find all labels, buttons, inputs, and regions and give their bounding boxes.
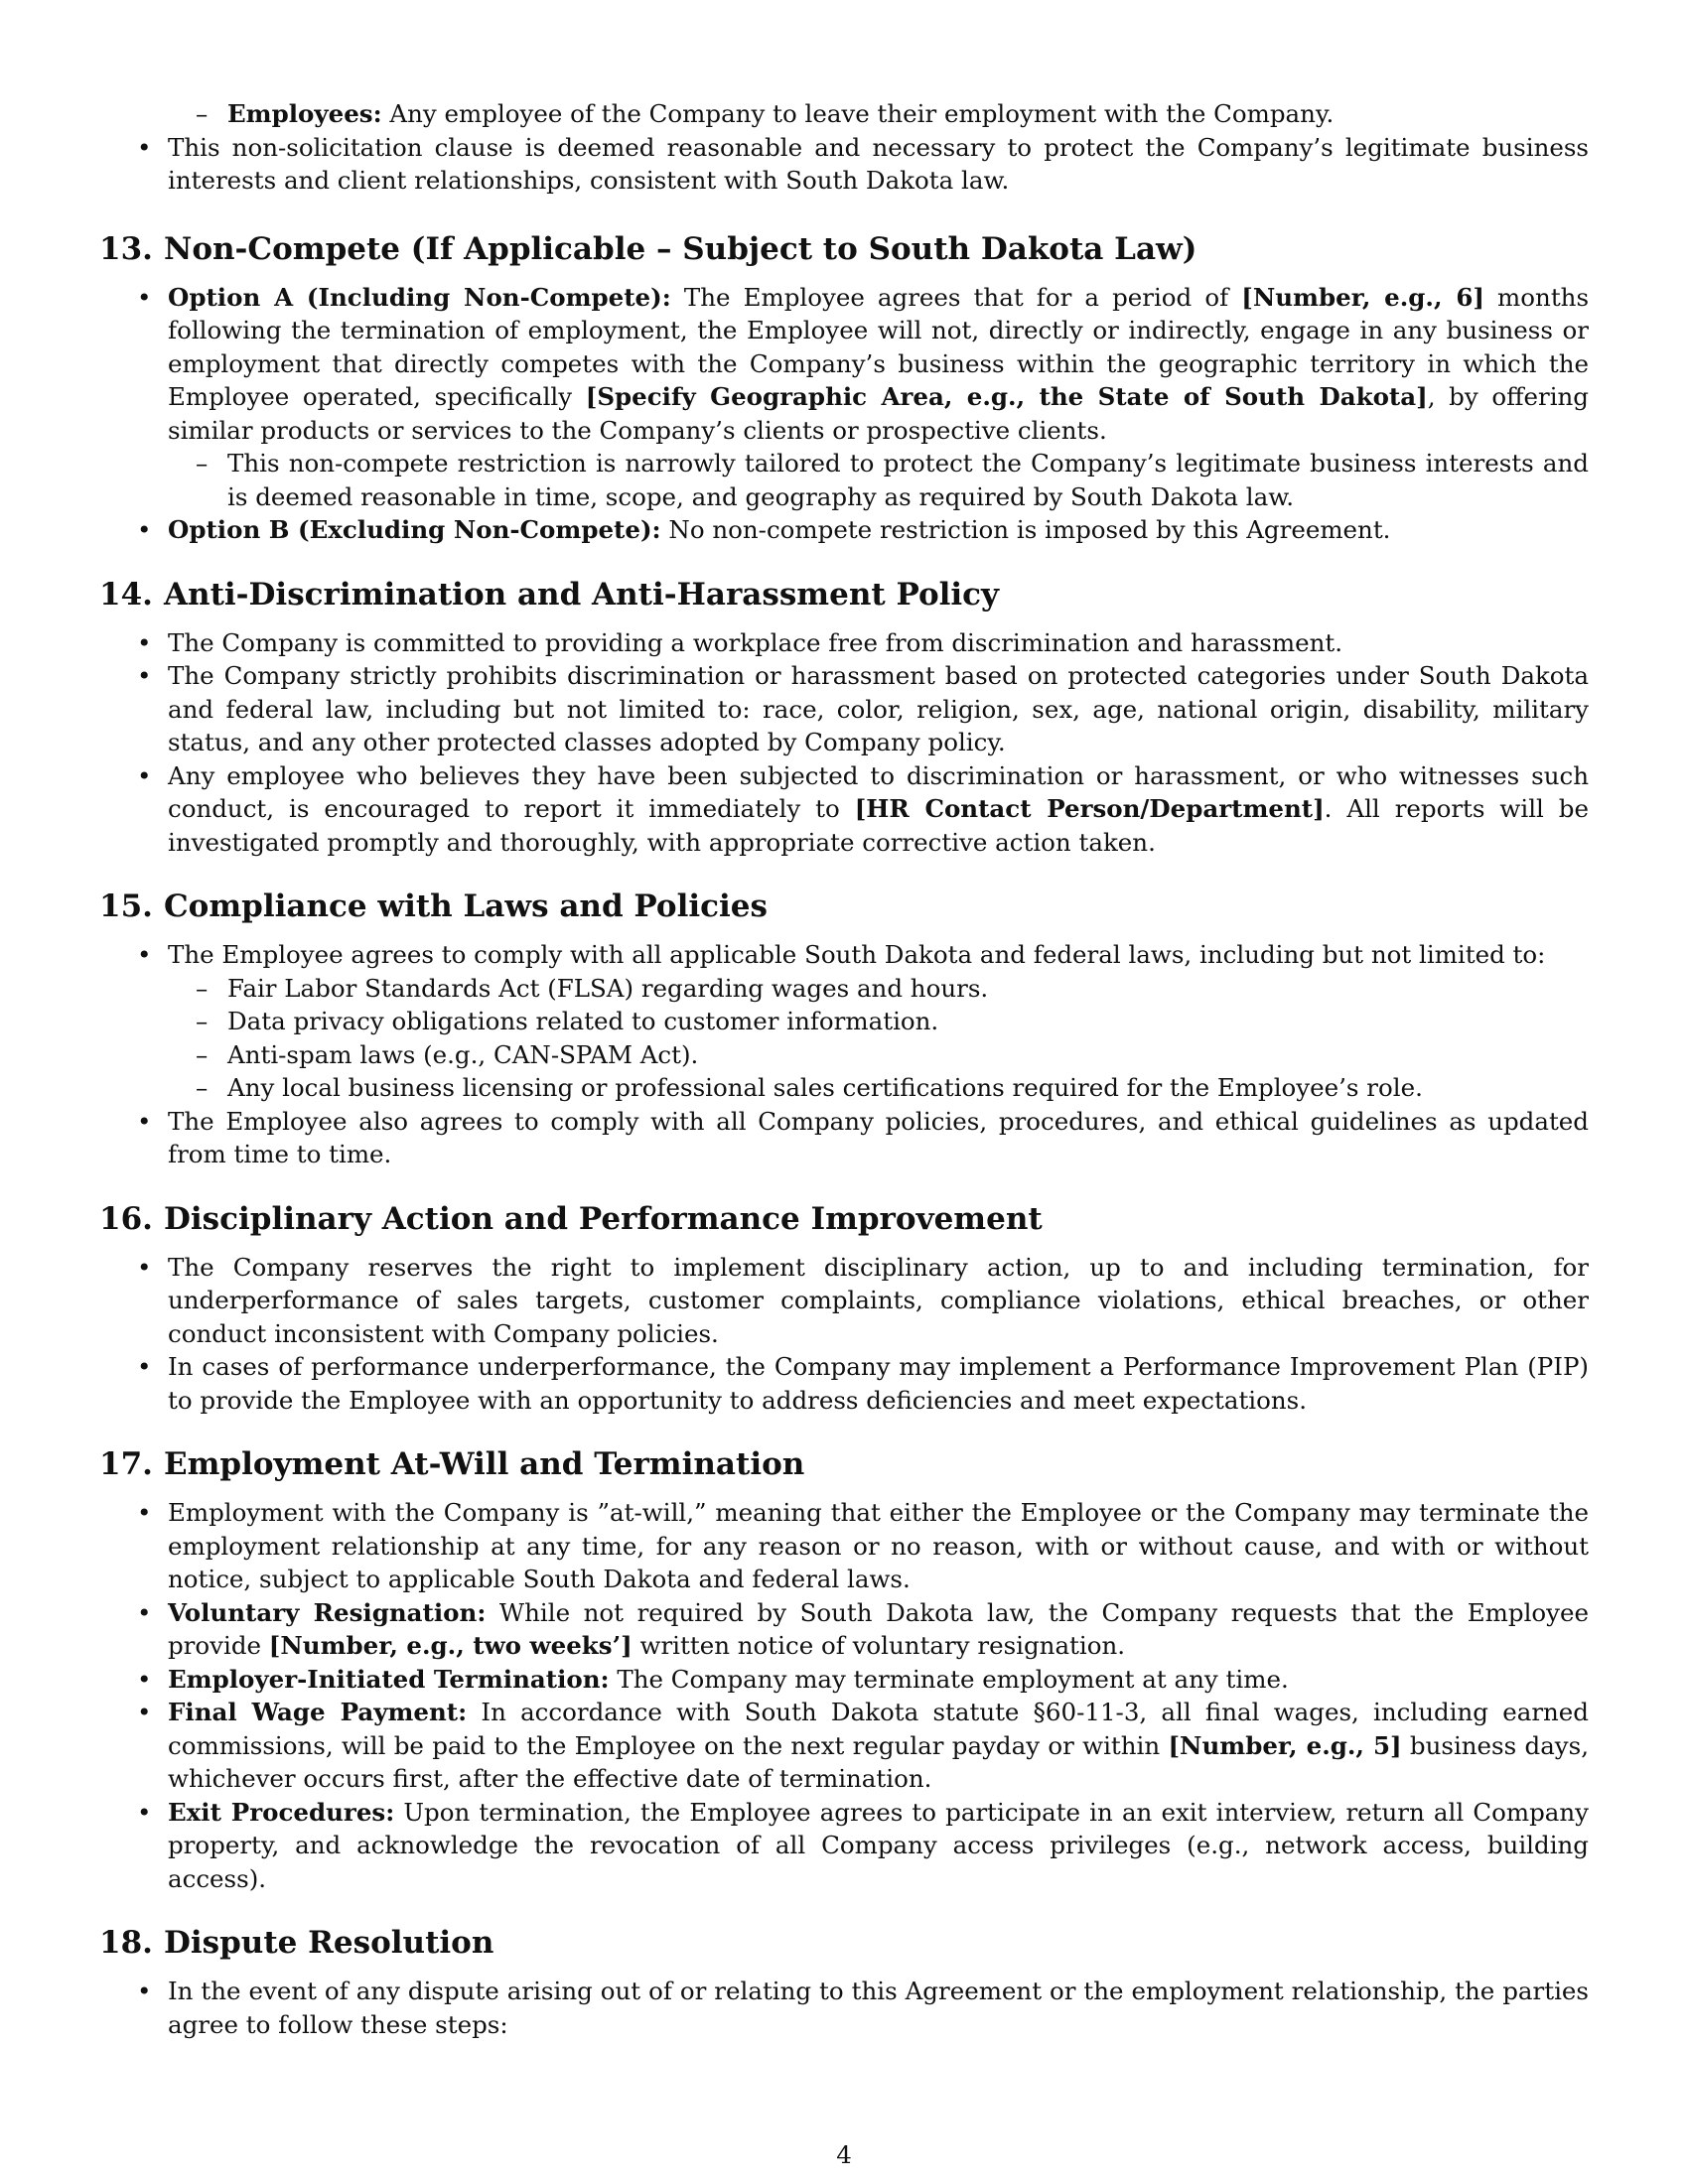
item-text: Employment with the Company is ”at-will,” meaning that either the Employee or the Company may terminate the employment relationship at any time, for any reason or no reason, with or without cause, and with or without notice, subject to applicable South Dakota and federal laws. xyxy=(168,1498,1589,1593)
item-text: Upon termination, the Employee agrees to participate in an exit interview, return all Company property, and acknowledge the revocation of all Company access privileges (e.g., network access, building access). xyxy=(168,1797,1589,1893)
bullet-marker: • xyxy=(137,1597,152,1627)
bullet-marker: • xyxy=(137,132,152,162)
section-number: 18. xyxy=(99,1925,153,1961)
list-item-option-b xyxy=(99,513,1589,547)
item-text: months following the termination of employment, the Employee will not, directly or indirectly, engage in any business or employment that directly competes with the Company’s business within the geographic territory in which the Employee operated, specifically xyxy=(168,282,1590,411)
item-text: Data privacy obligations related to customer information. xyxy=(227,1007,939,1035)
page-content xyxy=(99,97,1589,2041)
item-text: This non-compete restriction is narrowly tailored to protect the Company’s legitimate business interests and is deemed reasonable in time, scope, and geography as required by South Dakota law. xyxy=(227,449,1589,511)
item-text: The Employee agrees that for a period of xyxy=(670,282,1242,312)
bullet-marker: • xyxy=(137,1698,152,1726)
bullet-marker: • xyxy=(137,760,152,790)
section-number: 13. xyxy=(99,230,153,267)
placeholder-field: [Number, e.g., 6] xyxy=(1241,282,1484,312)
item-text: The Employee agrees to comply with all applicable South Dakota and federal laws, including but not limited to: xyxy=(168,940,1546,969)
item-text: This non-solicitation clause is deemed reasonable and necessary to protect the Company’s legitimate business interests and client relationships, consistent with South Dakota law. xyxy=(168,132,1589,195)
list-item xyxy=(99,1496,1589,1596)
page-number: 4 xyxy=(836,2140,852,2169)
term-label: Final Wage Payment: xyxy=(168,1698,468,1726)
bullet-marker: • xyxy=(137,661,152,690)
list-item xyxy=(99,1251,1589,1351)
bullet-marker: • xyxy=(137,1498,152,1527)
list-subitem xyxy=(99,972,1589,1006)
list-item xyxy=(99,659,1589,759)
item-text: In the event of any dispute arising out of or relating to this Agreement or the employment relationship, the parties agree to follow these steps: xyxy=(168,1977,1589,2039)
section-heading-17 xyxy=(99,1444,1589,1484)
bullet-marker: • xyxy=(137,940,152,969)
term-label: Option B (Excluding Non-Compete): xyxy=(168,515,661,544)
section-heading-16 xyxy=(99,1199,1589,1239)
item-text: , by offering similar products or services to the Company’s clients or prospective clients. xyxy=(168,382,1589,445)
list-item-exit-procedures xyxy=(99,1796,1589,1896)
item-text: Any employee who believes they have been subjected to discrimination or harassment, or who witnesses such conduct, is encouraged to report it immediately to xyxy=(168,760,1589,823)
item-text: The Employee also agrees to comply with all Company policies, procedures, and ethical guidelines as updated from time to time. xyxy=(168,1106,1589,1168)
term-label: Employees: xyxy=(227,99,382,128)
item-text: While not required by South Dakota law, the Company requests that the Employee provide xyxy=(168,1597,1589,1660)
section-title: Disciplinary Action and Performance Improvement xyxy=(164,1200,1043,1237)
section-number: 16. xyxy=(99,1200,153,1237)
bullet-marker: • xyxy=(137,1664,152,1694)
item-text: Anti-spam laws (e.g., CAN-SPAM Act). xyxy=(227,1039,699,1069)
list-item xyxy=(99,1975,1589,2041)
section-heading-13 xyxy=(99,229,1589,269)
list-item xyxy=(99,1350,1589,1417)
placeholder-field: [Specify Geographic Area, e.g., the State of South Dakota] xyxy=(585,382,1428,411)
list-item-employer-termination xyxy=(99,1663,1589,1697)
dash-marker: – xyxy=(196,1073,209,1102)
term-label: Voluntary Resignation: xyxy=(168,1597,487,1627)
item-text: The Company is committed to providing a workplace free from discrimination and harassment. xyxy=(168,627,1343,657)
item-text: written notice of voluntary resignation. xyxy=(632,1631,1126,1660)
item-text: No non-compete restriction is imposed by this Agreement. xyxy=(660,515,1391,544)
item-text: Any local business licensing or professional sales certifications required for the Employee’s role. xyxy=(227,1073,1423,1102)
item-text: In cases of performance underperformance, the Company may implement a Performance Improvement Plan (PIP) to provide the Employee with an opportunity to address deficiencies and meet expectations. xyxy=(168,1352,1589,1415)
section-title: Anti-Discrimination and Anti-Harassment Policy xyxy=(164,576,1000,613)
section-title: Compliance with Laws and Policies xyxy=(164,888,768,924)
section-title: Employment At-Will and Termination xyxy=(164,1446,805,1482)
section-title: Non-Compete (If Applicable – Subject to South Dakota Law) xyxy=(164,230,1197,267)
item-text: Fair Labor Standards Act (FLSA) regarding wages and hours. xyxy=(227,973,989,1003)
term-label: Exit Procedures: xyxy=(168,1797,395,1827)
item-text: business days, whichever occurs first, after the effective date of termination. xyxy=(168,1730,1589,1793)
item-text: The Company may terminate employment at any time. xyxy=(609,1664,1289,1694)
dash-marker: – xyxy=(196,449,209,478)
list-item-voluntary-resignation xyxy=(99,1596,1589,1663)
item-text: In accordance with South Dakota statute §60-11-3, all final wages, including earned commissions, will be paid to the Employee on the next regular payday or within xyxy=(168,1698,1589,1760)
list-subitem-option-a xyxy=(99,447,1589,513)
dash-marker: – xyxy=(196,1007,209,1035)
list-item xyxy=(99,626,1589,660)
list-subitem-employees xyxy=(99,97,1589,131)
term-label: Employer-Initiated Termination: xyxy=(168,1664,610,1694)
bullet-marker: • xyxy=(137,1352,152,1381)
section-heading-15 xyxy=(99,887,1589,926)
bullet-marker: • xyxy=(137,1252,152,1282)
list-item xyxy=(99,1105,1589,1171)
section-number: 15. xyxy=(99,888,153,924)
term-label: Option A (Including Non-Compete): xyxy=(168,282,671,312)
placeholder-field: [HR Contact Person/Department] xyxy=(854,794,1325,823)
dash-marker: – xyxy=(196,973,209,1003)
item-text: The Company reserves the right to implement disciplinary action, up to and including termination, for underperformance of sales targets, customer complaints, compliance violations, ethical breaches, or other conduct inconsistent with Company policies. xyxy=(168,1252,1589,1348)
item-text: The Company strictly prohibits discrimination or harassment based on protected categories under South Dakota and federal law, including but not limited to: race, color, religion, sex, age, national origin, disability, military status, and any other protected classes adopted by Company policy. xyxy=(168,661,1589,756)
list-item-option-a xyxy=(99,281,1589,448)
term-text: Any employee of the Company to leave their employment with the Company. xyxy=(381,99,1335,128)
section-heading-14 xyxy=(99,575,1589,614)
bullet-marker: • xyxy=(137,1106,152,1136)
bullet-marker: • xyxy=(137,1797,152,1827)
list-item-final-wage xyxy=(99,1696,1589,1796)
placeholder-field: [Number, e.g., two weeks’] xyxy=(268,1631,633,1660)
section-title: Dispute Resolution xyxy=(164,1925,494,1961)
placeholder-field: [Number, e.g., 5] xyxy=(1168,1730,1402,1760)
list-subitem xyxy=(99,1071,1589,1105)
section-number: 17. xyxy=(99,1446,153,1482)
list-item xyxy=(99,759,1589,860)
section-number: 14. xyxy=(99,576,153,613)
dash-marker: – xyxy=(196,1039,209,1069)
list-item xyxy=(99,938,1589,972)
list-subitem xyxy=(99,1005,1589,1038)
bullet-marker: • xyxy=(137,627,152,657)
item-text: . All reports will be investigated promptly and thoroughly, with appropriate corrective action taken. xyxy=(168,794,1589,857)
section-heading-18 xyxy=(99,1923,1589,1963)
bullet-marker: • xyxy=(137,1977,152,2005)
bullet-marker: • xyxy=(137,515,152,544)
list-subitem xyxy=(99,1038,1589,1072)
dash-marker: – xyxy=(196,99,209,128)
list-item-reasonable xyxy=(99,131,1589,198)
bullet-marker: • xyxy=(137,282,152,312)
